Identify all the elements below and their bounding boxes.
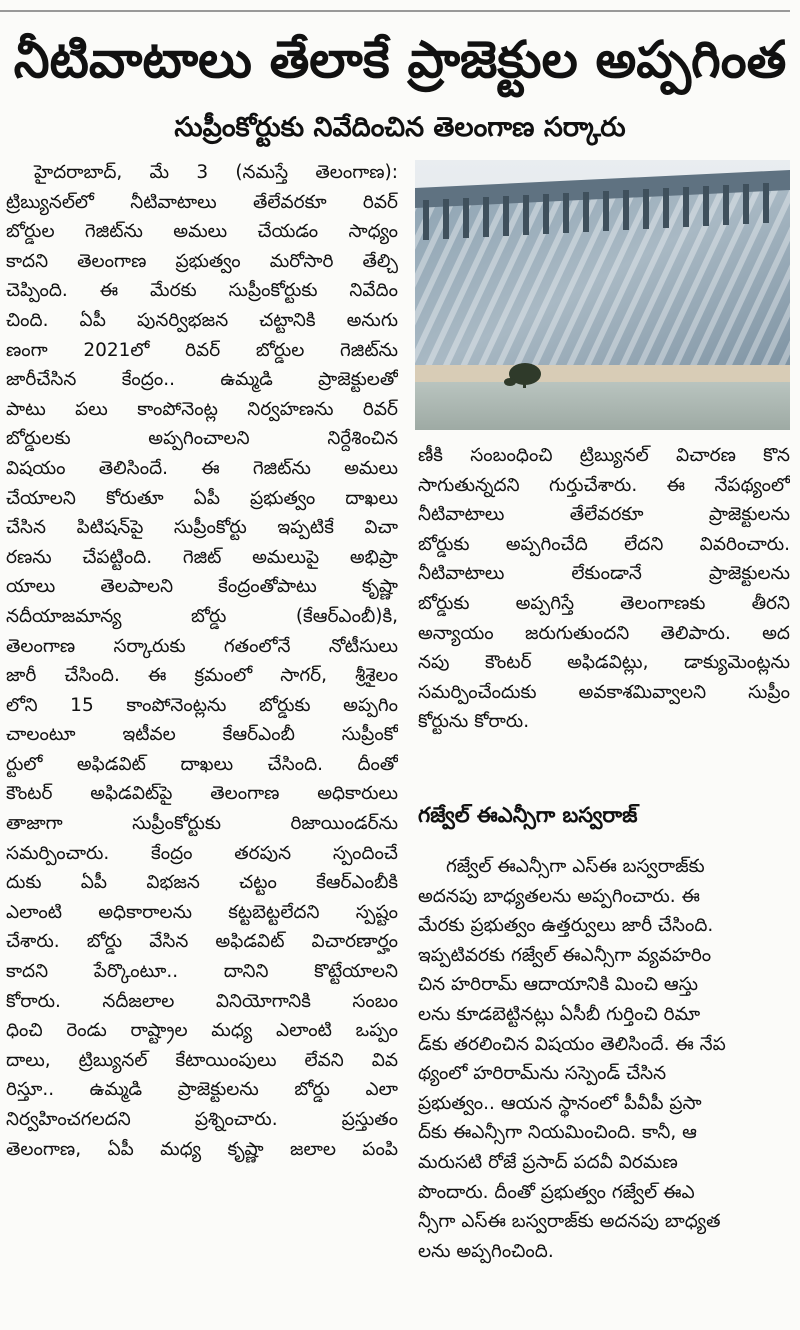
- text-line: రిస్తూ.. ఉమ్మడి ప్రాజెక్టులను బోర్డు ఎలా: [6, 1079, 398, 1101]
- dam-illustration: [415, 160, 790, 430]
- text-line: చాలంటూ ఇటీవల కేఆర్ఎంబీ సుప్రీంకో: [6, 724, 398, 746]
- text-line: సాగుతున్నదని గుర్తుచేశారు. ఈ నేపథ్యంలో: [418, 474, 790, 496]
- text-line: ధించి రెండు రాష్ట్రాల మధ్య ఎలాంటి ఒప్పం: [6, 1020, 398, 1042]
- text-line: ద్‌కు ఈఎన్సీగా నియమించింది. కానీ, ఆ: [418, 1122, 697, 1144]
- subheadline: సుప్రీంకోర్టుకు నివేదించిన తెలంగాణ సర్కారు: [174, 112, 626, 143]
- text-line: నదీయాజమాన్య బోర్డు (కేఆర్ఎంబీ)కి,: [6, 605, 398, 627]
- text-line: ట్రిబ్యునల్‌లో నీటివాటాలు తేలేవరకూ రివర్: [6, 191, 398, 213]
- text-line: గజ్వేల్ ఈఎన్సీగా ఎస్ఈ బస్వరాజ్‌కు: [446, 856, 705, 877]
- text-line: ణీకి సంబంధించి ట్రిబ్యునల్ విచారణ కొన: [418, 445, 790, 466]
- text-line: ర్టులో అఫిడవిట్ దాఖలు చేసింది. దీంతో: [6, 753, 398, 775]
- text-line: దుకు ఏపీ విభజన చట్టం కేఆర్ఎంబీకి: [6, 872, 398, 894]
- text-line: రణను చేపట్టింది. గెజిట్ అమలుపై అభిప్రా: [6, 546, 398, 568]
- text-line: థ్యంలో హరిరామ్‌ను సస్పెండ్ చేసిన: [418, 1063, 667, 1085]
- text-line: నపు కౌంటర్ అఫిడవిట్లు, డాక్యుమెంట్లను: [418, 652, 790, 674]
- right-column: [418, 441, 790, 737]
- text-line: అదనపు బాధ్యతలను అప్పగించారు. ఈ: [418, 885, 700, 907]
- text-line: డ్‌కు తరలించిన విషయం తెలిసిందే. ఈ నేప: [418, 1033, 726, 1055]
- right-column-2: [418, 852, 790, 1266]
- headline: నీటివాటాలు తేలాకే ప్రాజెక్టుల అప్పగింత: [13, 31, 787, 90]
- text-line: లోని 15 కాంపోనెంట్లను బోర్డుకు అప్పగిం: [6, 694, 398, 716]
- text-line: ప్రభుత్వం.. ఆయన స్థానంలో పీవీపీ ప్రసా: [418, 1092, 702, 1114]
- text-line: పొందారు. దీంతో ప్రభుత్వం గజ్వేల్ ఈఎ: [418, 1181, 695, 1203]
- text-line: విషయం తెలిసిందే. ఈ గెజిట్‌ను అమలు: [6, 457, 398, 479]
- text-line: చేసిన పిటిషన్‌పై సుప్రీంకోర్టు ఇప్పటికే విచా: [6, 517, 398, 539]
- text-line: కాదని పేర్కొంటూ.. దానిని కొట్టేయాలని: [6, 961, 398, 983]
- text-line: కౌంటర్ అఫిడవిట్‌పై తెలంగాణ అధికారులు: [6, 783, 398, 805]
- top-rule: [0, 10, 790, 12]
- text-line: దాలు, ట్రిబ్యునల్ కేటాయింపులు లేవని వివ: [6, 1049, 398, 1071]
- text-line: బోర్డుకు అప్పగించేది లేదని వివరించారు.: [418, 533, 790, 555]
- text-line: మేరకు ప్రభుత్వం ఉత్తర్వులు జారీ చేసింది.: [418, 915, 714, 937]
- text-line: అన్యాయం జరుగుతుందని తెలిపారు. అద: [418, 622, 790, 644]
- text-line: చెప్పింది. ఈ మేరకు సుప్రీంకోర్టుకు నివేదిం: [6, 280, 398, 302]
- text-line: నీటివాటాలు లేకుండానే ప్రాజెక్టులను: [418, 563, 790, 585]
- dam-photo: [415, 160, 790, 430]
- text-line: కాదని తెలంగాణ ప్రభుత్వం మరోసారి తేల్చి: [6, 250, 398, 272]
- text-line: చింది. ఏపీ పునర్విభజన చట్టానికి అనుగు: [6, 309, 398, 331]
- text-line: బోర్డుల గెజిట్‌ను అమలు చేయడం సాధ్యం: [6, 221, 398, 243]
- text-line: పాటు పలు కాంపోనెంట్ల నిర్వహణను రివర్: [6, 398, 398, 420]
- text-line: తెలంగాణ, ఏపీ మధ్య కృష్ణా జలాల పంపి: [6, 1138, 398, 1160]
- text-line: హైదరాబాద్, మే 3 (నమస్తే తెలంగాణ):: [34, 162, 398, 183]
- text-line: చిన హరిరామ్ ఆదాయానికి మించి ఆస్తు: [418, 974, 699, 996]
- text-line: బోర్డులకు అప్పగించాలని నిర్దేశించిన: [6, 428, 398, 450]
- text-line: మరుసటి రోజే ప్రసాద్ పదవీ విరమణ: [418, 1151, 678, 1173]
- text-line: నీటివాటాలు తేలేవరకూ ప్రాజెక్టులను: [418, 504, 790, 526]
- text-line: కోరారు. నదీజలాల వినియోగానికి సంబం: [6, 990, 398, 1012]
- text-line: ఎలాంటి అధికారాలను కట్టబెట్టలేదని స్పష్టం: [6, 901, 398, 923]
- text-line: ణంగా 2021లో రివర్ బోర్డుల గెజిట్‌ను: [6, 339, 398, 361]
- text-line: లను కూడబెట్టినట్లు ఏసీబీ గుర్తించి రిమా: [418, 1003, 701, 1025]
- text-line: జారీచేసిన కేంద్రం.. ఉమ్మడి ప్రాజెక్టులతో: [6, 369, 398, 391]
- text-line: చేశారు. బోర్డు వేసిన అఫిడవిట్ విచారణార్హం: [6, 931, 398, 953]
- text-line: యాలు తెలపాలని కేంద్రంతోపాటు కృష్ణా: [6, 576, 398, 598]
- text-line: సమర్పించారు. కేంద్రం తరపున స్పందించే: [6, 842, 398, 864]
- left-column: [6, 158, 398, 1164]
- text-line: తాజాగా సుప్రీంకోర్టుకు రిజాయిండర్‌ను: [6, 813, 398, 835]
- text-line: నిర్వహించగలదని ప్రశ్నించారు. ప్రస్తుతం: [6, 1109, 398, 1130]
- text-line: ఇప్పటివరకు గజ్వేల్ ఈఎన్సీగా వ్యవహరిం: [418, 944, 712, 966]
- text-line: తెలంగాణ సర్కారుకు గతంలోనే నోటీసులు: [6, 635, 398, 657]
- text-line: బోర్డుకు అప్పగిస్తే తెలంగాణకు తీరని: [418, 592, 790, 614]
- text-line: లను అప్పగించింది.: [418, 1240, 554, 1262]
- text-line: చేయాలని కోరుతూ ఏపీ ప్రభుత్వం దాఖలు: [6, 487, 398, 509]
- text-line: న్సీగా ఎస్ఈ బస్వరాజ్‌కు అదనపు బాధ్యత: [418, 1211, 721, 1233]
- text-line: సమర్పించేందుకు అవకాశమివ్వాలని సుప్రీం: [418, 681, 790, 703]
- section-subtitle: గజ్వేల్ ఈఎన్సీగా బస్వరాజ్: [418, 803, 638, 827]
- text-line: జారీ చేసింది. ఈ క్రమంలో సాగర్, శ్రీశైలం: [6, 665, 398, 687]
- text-line: కోర్టును కోరారు.: [418, 711, 530, 733]
